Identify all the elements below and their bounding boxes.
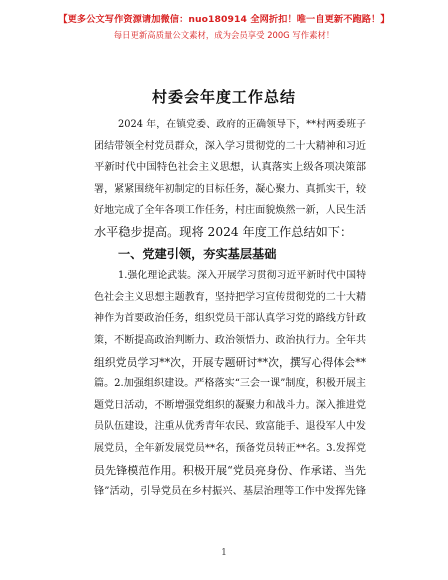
promo-banner — [0, 14, 448, 41]
body-line-6: 篇。2.加强组织建设。严格落实“三会一课”制度，积极开展主 — [94, 378, 366, 390]
body-line-4: 策，不断提高政治判断力、政治领悟力、政治执行力。全年共 — [94, 334, 366, 346]
promo-banner-line-2: 每日更新高质量公文素材，成为会员享受 200G 写作素材！ — [113, 30, 335, 40]
document-body — [94, 114, 366, 503]
promo-banner-line-1: 【更多公文写作资源请加微信：nuo180914 全网折扣！唯一自更新不跑路！】 — [58, 14, 390, 25]
body-line-2: 色社会主义思想主题教育，坚持把学习宣传贯彻党的二十大精 — [94, 291, 366, 303]
body-line-8: 员队伍建设，注重从优秀青年农民、致富能手、退役军人中发 — [94, 421, 366, 433]
intro-line-2: 团结带领全村党员群众，深入学习贯彻党的二十大精神和习近 — [94, 140, 366, 152]
intro-line-1: 2024 年，在镇党委、政府的正确领导下，**村两委班子 — [118, 119, 366, 130]
page-number: 1 — [221, 548, 227, 558]
intro-line-6: 水平稳步提高。现将 2024 年度工作总结如下： — [94, 224, 353, 239]
section-heading: 一、党建引领，夯实基层基础 — [118, 246, 277, 261]
body-line-3: 神作为首要政治任务，组织党员干部认真学习党的路线方针政 — [94, 313, 366, 325]
body-line-1: 1.强化理论武装。深入开展学习贯彻习近平新时代中国特 — [118, 270, 366, 282]
body-line-5: 组织党员学习**次，开展专题研讨**次，撰写心得体会** — [94, 355, 366, 369]
intro-line-4: 署，紧紧围绕年初制定的目标任务，凝心聚力、真抓实干，较 — [94, 183, 366, 195]
body-line-11: 锋”活动，引导党员在乡村振兴、基层治理等工作中发挥先锋 — [94, 486, 366, 498]
body-line-9: 展党员，全年新发展党员**名，预备党员转正**名。3.发挥党 — [94, 442, 366, 454]
body-line-7: 题党日活动，不断增强党组织的凝聚力和战斗力。深入推进党 — [94, 399, 366, 411]
intro-line-3: 平新时代中国特色社会主义思想，认真落实上级各项决策部 — [94, 161, 366, 174]
document-title: 村委会年度工作总结 — [151, 88, 296, 106]
body-line-10: 员先锋模范作用。积极开展“党员亮身份、作承诺、当先 — [94, 463, 366, 477]
intro-line-5: 好地完成了全年各项工作任务，村庄面貌焕然一新，人民生活 — [94, 205, 366, 217]
